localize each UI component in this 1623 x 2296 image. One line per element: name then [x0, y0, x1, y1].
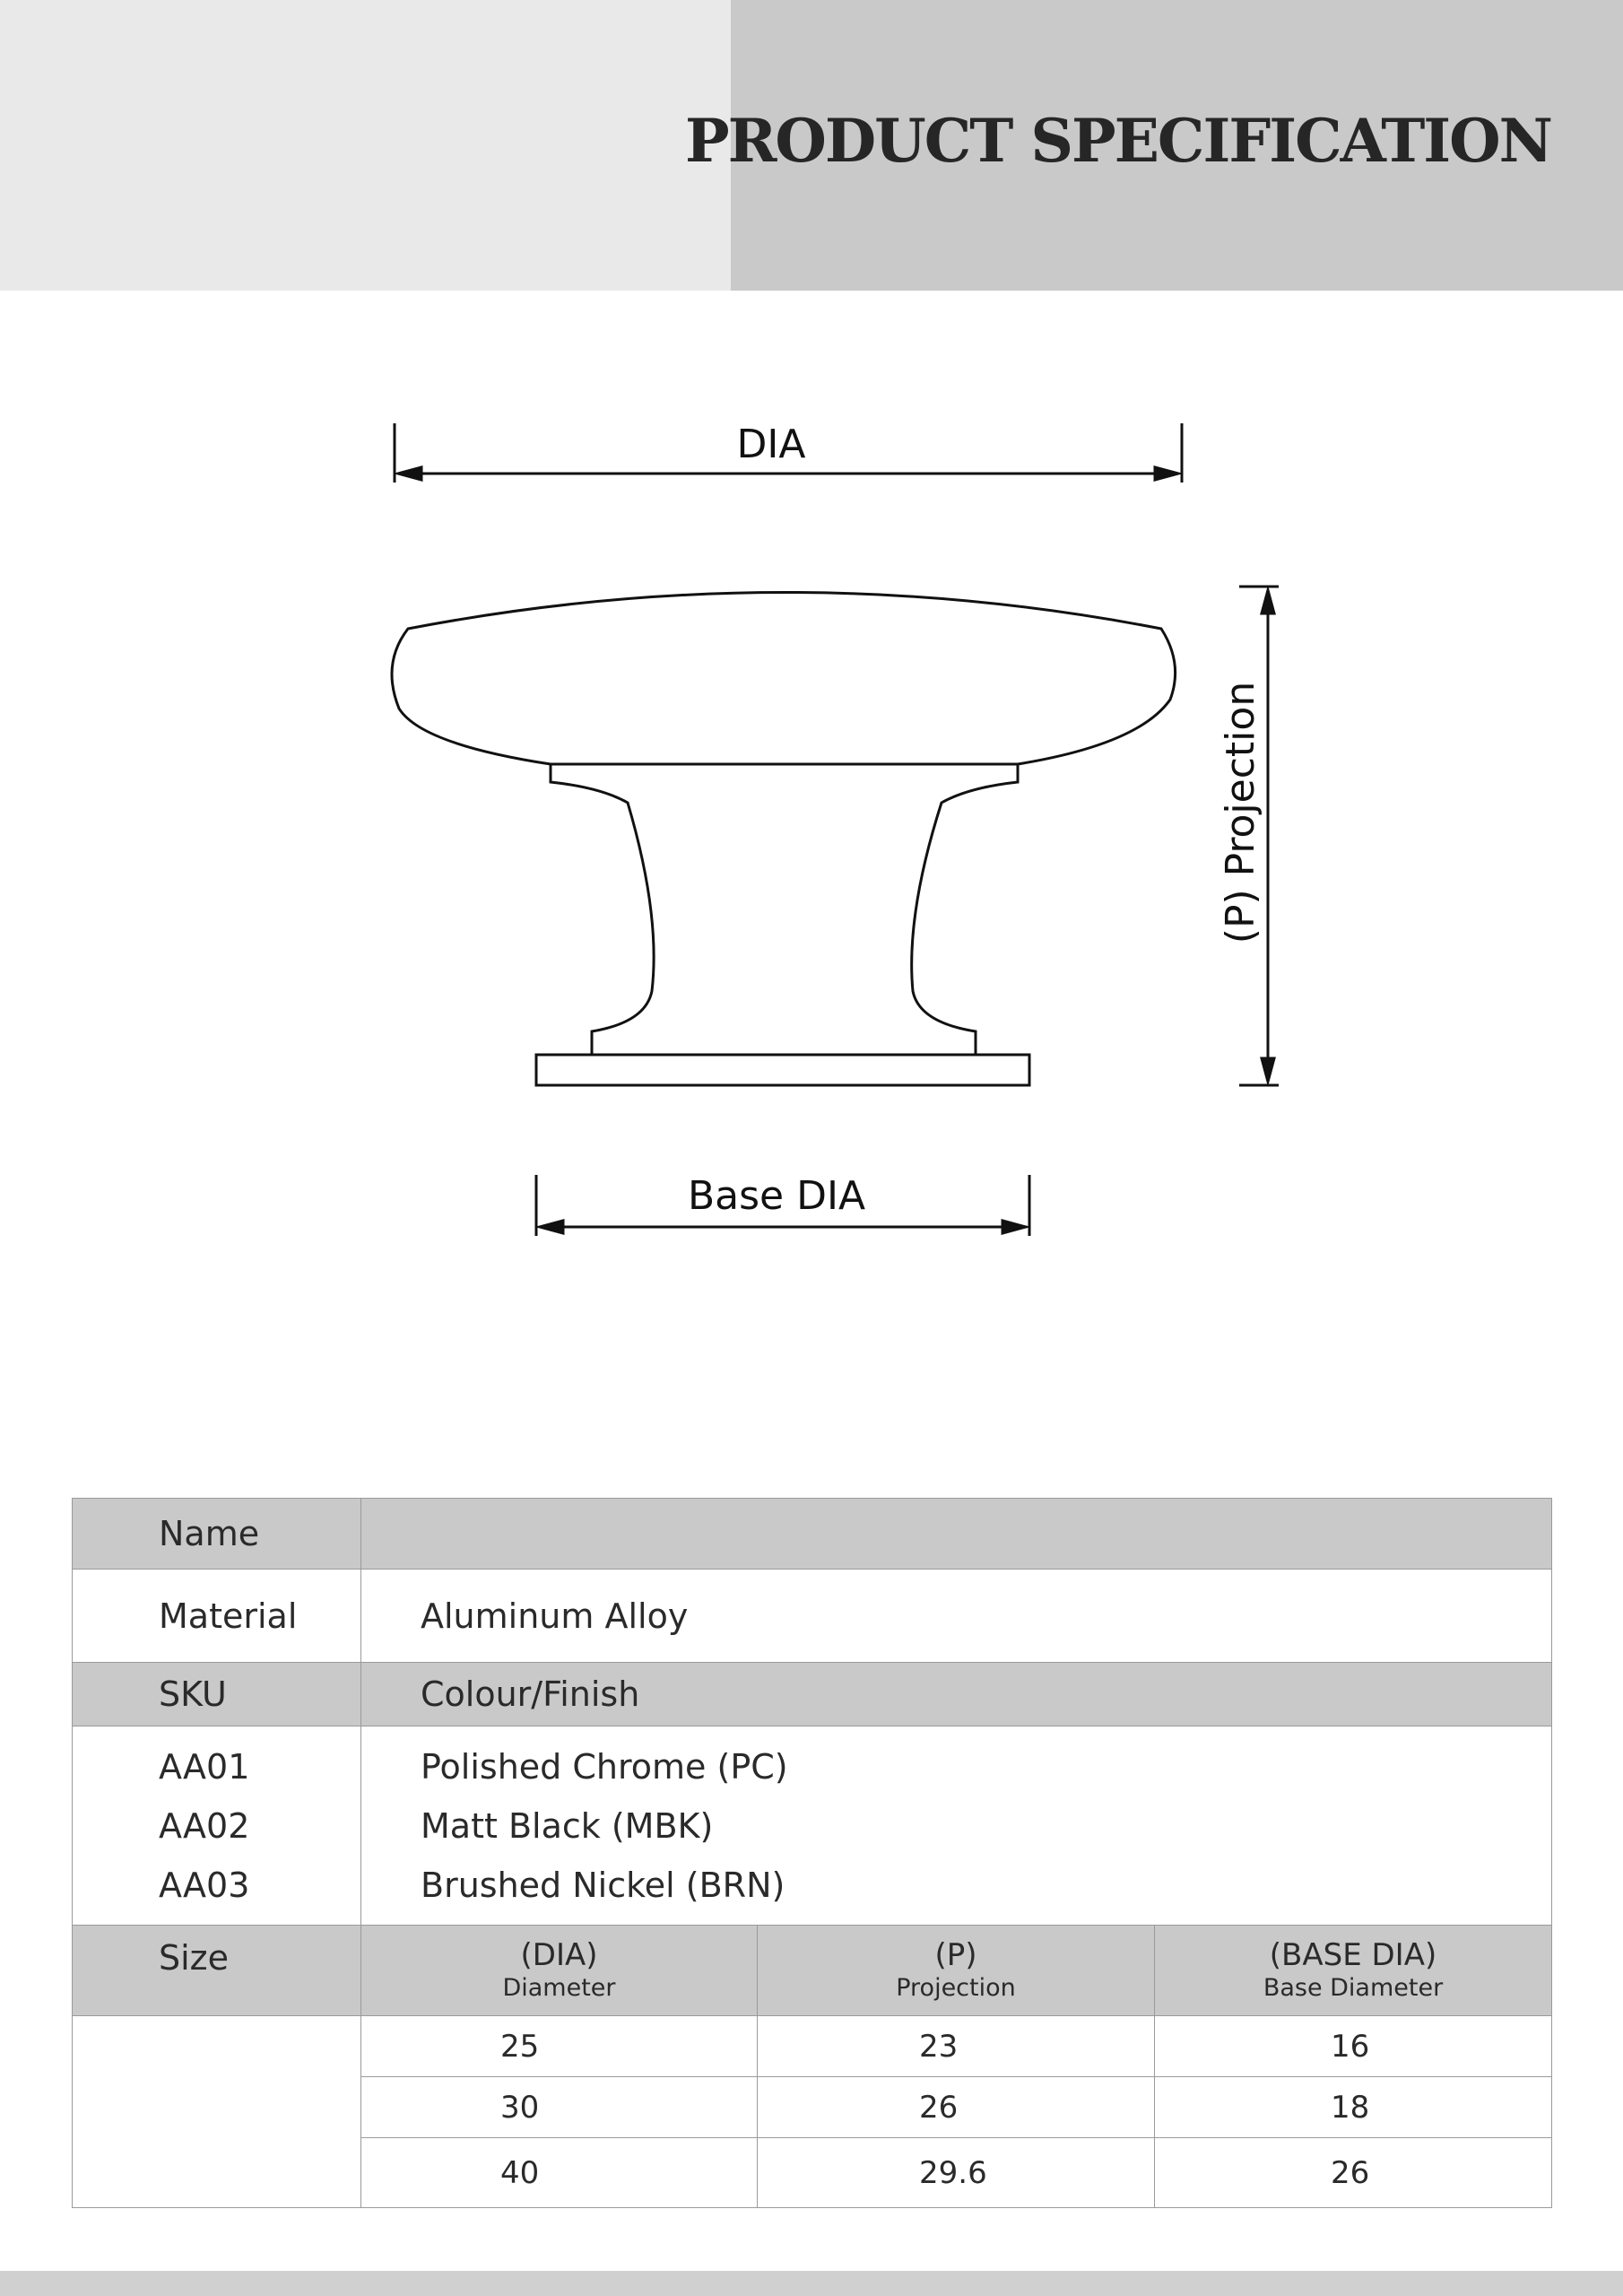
knob-technical-drawing — [0, 377, 1623, 1274]
finish-name: Brushed Nickel (BRN) — [421, 1865, 785, 1905]
sku-list-row — [73, 1726, 1552, 1926]
sku-code: AA03 — [159, 1865, 250, 1905]
size-cell: 25 — [361, 2016, 758, 2077]
size-col-desc: Diameter — [502, 1974, 616, 2002]
size-row — [73, 2016, 1552, 2077]
spec-table — [72, 1498, 1552, 2208]
material-label: Material — [73, 1570, 361, 1663]
page-title: PRODUCT SPECIFICATION — [684, 106, 1551, 176]
size-header-row — [73, 1926, 1552, 2016]
size-cell: 26 — [758, 2077, 1155, 2138]
size-col-base-dia — [1155, 1926, 1552, 2016]
base-dia-label: Base DIA — [687, 1173, 866, 1219]
size-cell: 18 — [1155, 2077, 1552, 2138]
size-col-code: (DIA) — [520, 1937, 598, 1973]
size-col-projection — [758, 1926, 1155, 2016]
finish-name: Polished Chrome (PC) — [421, 1746, 788, 1787]
size-col-desc: Base Diameter — [1263, 1974, 1444, 2002]
size-cell: 40 — [361, 2138, 758, 2208]
name-label: Name — [73, 1499, 361, 1570]
size-col-code: (P) — [934, 1937, 977, 1973]
sku-label: SKU — [73, 1663, 361, 1726]
sku-header-row — [73, 1663, 1552, 1726]
size-cell: 23 — [758, 2016, 1155, 2077]
size-cell: 26 — [1155, 2138, 1552, 2208]
material-row — [73, 1570, 1552, 1663]
sku-list — [73, 1726, 361, 1926]
finish-list — [361, 1726, 1552, 1926]
knob-outline — [392, 593, 1176, 1086]
material-value: Aluminum Alloy — [361, 1570, 1552, 1663]
size-label: Size — [73, 1926, 361, 2016]
sku-code: AA01 — [159, 1746, 250, 1787]
size-col-desc: Projection — [896, 1974, 1016, 2002]
size-col-code: (BASE DIA) — [1269, 1937, 1437, 1973]
name-row — [73, 1499, 1552, 1570]
size-cell: 29.6 — [758, 2138, 1155, 2208]
finish-label: Colour/Finish — [361, 1663, 1552, 1726]
sku-code: AA02 — [159, 1805, 250, 1846]
size-empty-cell — [73, 2016, 361, 2208]
projection-label: (P) Projection — [1218, 681, 1263, 944]
dia-label: DIA — [736, 422, 806, 467]
footer-bar — [0, 2271, 1623, 2296]
size-cell: 30 — [361, 2077, 758, 2138]
size-col-dia — [361, 1926, 758, 2016]
size-cell: 16 — [1155, 2016, 1552, 2077]
name-value — [361, 1499, 1552, 1570]
header-left-panel — [0, 0, 731, 291]
finish-name: Matt Black (MBK) — [421, 1805, 714, 1846]
